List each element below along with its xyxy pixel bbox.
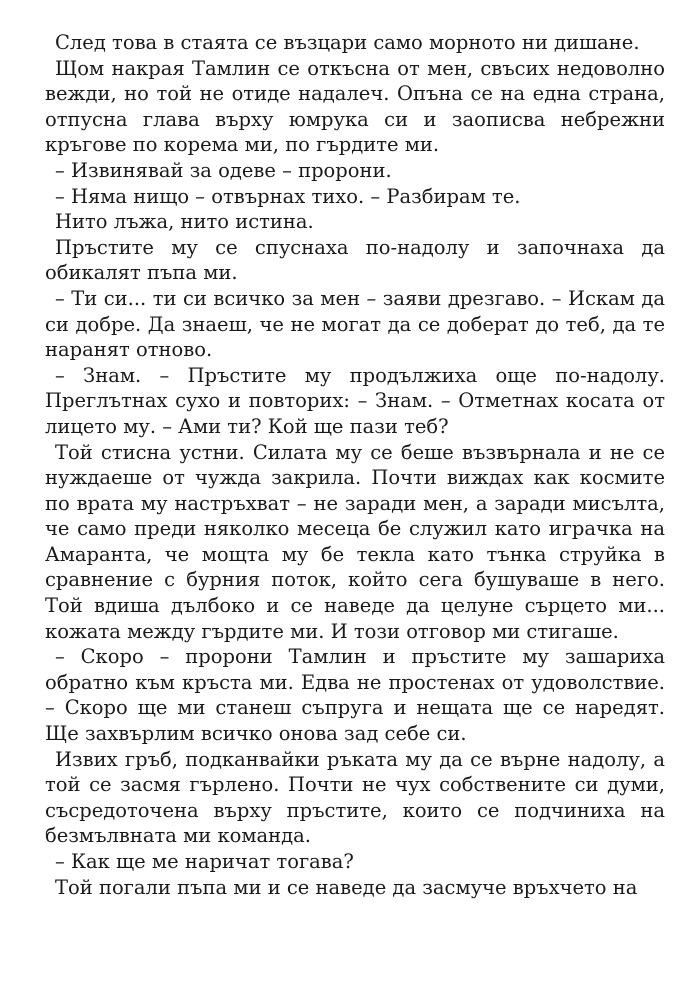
paragraph-4: – Няма нищо – отвърнах тихо. – Разбирам те. <box>55 184 521 208</box>
paragraph-11: Извих гръб, подканвайки ръката му да се върне надолу, а той се засмя гърлено. Почти не чух собствените си думи, съсредоточена върху пръстите, които се подчиниха на безмълвната ми команда. <box>45 747 665 848</box>
paragraph-6: Пръстите му се спуснаха по-надолу и започнаха да обикалят пъпа ми. <box>45 235 665 285</box>
paragraph-5: Нито лъжа, нито истина. <box>55 210 314 234</box>
page-body <box>45 30 665 900</box>
paragraph-12: – Как ще ме наричат тогава? <box>55 850 354 873</box>
paragraph-10: – Скоро – пророни Тамлин и пръстите му зашариха обратно към кръста ми. Едва не простенах от удоволствие. – Скоро ще ми станеш съпруга и нещата ще се наредят. Ще захвърлим всичко онова зад себе си. <box>45 645 665 746</box>
paragraph-13: Той погали пъпа ми и се наведе да засмуче връхчето на <box>55 875 638 899</box>
paragraph-9: Той стисна устни. Силата му се беше възвърнала и не се нуждаеше от чужда закрила. Почти виждах как космите по врата му настръхват – не заради мен, а заради мисълта, че само преди няколко месеца бе служил като играчка на Амаранта, че мощта му бе текла като тънка струйка в сравнение с бурния поток, който сега бушуваше в него. Той вдиша дълбоко и се наведе да целуне сърцето ми... кожата между гърдите ми. И този отговор ми стигаше. <box>45 440 665 643</box>
paragraph-3: – Извинявай за одеве – пророни. <box>55 158 392 182</box>
paragraph-2: Щом накрая Тамлин се откъсна от мен, свъсих недоволно вежди, но той не отиде надалеч. Опъна се на една страна, отпусна глава върху юмрука си и заописва небрежни кръгове по корема ми, по гърдите ми. <box>45 56 665 157</box>
paragraph-7: – Ти си... ти си всичко за мен – заяви дрезгаво. – Искам да си добре. Да знаеш, че не могат да се доберат до теб, да те наранят отново. <box>45 286 665 362</box>
paragraph-1: След това в стаята се възцари само морното ни дишане. <box>55 31 640 54</box>
paragraph-8: – Знам. – Пръстите му продължиха още по-надолу. Преглътнах сухо и повторих: – Знам. – Отметнах косата от лицето му. – Ами ти? Кой ще пази теб? <box>45 363 665 438</box>
